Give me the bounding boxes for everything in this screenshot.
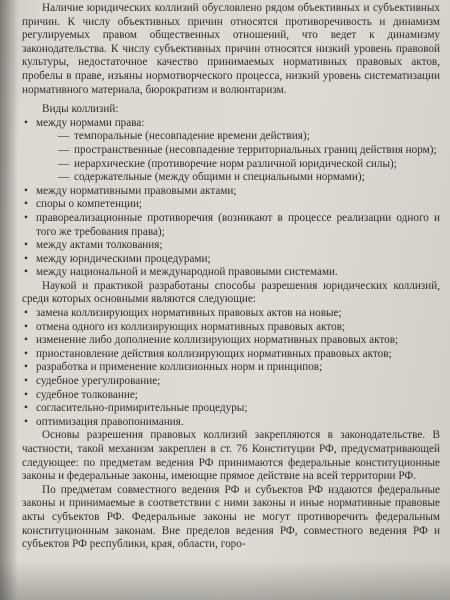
list-item: • разработка и применение коллизионных норм и принципов; — [24, 361, 323, 374]
bullet-icon: • — [24, 402, 28, 415]
bullet-icon: • — [24, 184, 28, 197]
list-item: • замена коллизирующих нормативных правовых актов на новые; — [24, 307, 342, 320]
list-item: • отмена одного из коллизирующих нормативных правовых актов; — [24, 320, 346, 333]
types-heading: Виды коллизий: — [42, 103, 119, 116]
list-item: • правореализационные противоречия (возникают в процессе реализации одного и того же требования права); — [24, 211, 440, 238]
list-item: • приостановление действия коллизирующих нормативных правовых актов; — [24, 347, 392, 360]
list-item: • изменение либо дополнение коллизирующих нормативных правовых актов; — [24, 334, 399, 347]
bullet-icon: • — [24, 239, 28, 252]
sublist-item: — пространственные (несовпадение территориальных границ действия норм); — [58, 143, 437, 156]
bullet-icon: • — [24, 211, 28, 224]
list-item: • между актами толкования; — [24, 239, 163, 252]
paragraph-methods-intro: Наукой и практикой разработаны способы разрешения юридических коллизий, среди которых основными являются следующие: — [22, 279, 440, 306]
list-item: • между юридическими процедурами; — [24, 252, 211, 265]
dash-icon: — — [58, 157, 70, 170]
list-item: • между нормативными правовыми актами; — [24, 184, 237, 197]
list-item: • оптимизация правопонимания. — [24, 415, 184, 428]
list-item: • судебное урегулирование; — [24, 375, 161, 388]
bullet-icon: • — [24, 334, 28, 347]
sublist-item: — содержательные (между общими и специальными нормами); — [58, 171, 365, 184]
dash-icon: — — [58, 171, 70, 184]
bullet-icon: • — [24, 307, 28, 320]
list-item: • споры о компетенции; — [24, 198, 143, 211]
bullet-icon: • — [24, 320, 28, 333]
page-shadow-left — [0, 0, 18, 600]
collision-types-list — [22, 117, 440, 280]
bullet-icon: • — [24, 347, 28, 360]
bullet-icon: • — [24, 361, 28, 374]
dash-icon: — — [58, 143, 70, 156]
list-item: • согласительно-примирительные процедуры; — [24, 402, 248, 415]
page-text — [22, 2, 440, 552]
bullet-icon: • — [24, 116, 28, 129]
bullet-icon: • — [24, 388, 28, 401]
bullet-icon: • — [24, 415, 28, 428]
sublist-item: — темпоральные (несовпадение времени действия); — [58, 130, 310, 143]
page-shadow-bottom — [0, 560, 450, 600]
methods-list — [22, 307, 440, 429]
list-item: • судебное толкование; — [24, 388, 138, 401]
paragraph-joint-jurisdiction: По предметам совместного ведения РФ и субъектов РФ издаются федеральные законы и принимаемые в соответствии с ними законы и иные нормативные правовые акты субъектов РФ. Федеральные законы не могут противоречить федеральным конституционным законам. Вне пределов ведения РФ, совместного ведения РФ и субъектов РФ республики, края, области, горо- — [22, 483, 440, 551]
paragraph-basis: Основы разрешения правовых коллизий закрепляются в законодательстве. В частности, такой механизм закреплен в ст. 76 Конституции РФ, предусматривающей следующее: по предметам ведения РФ принимаются федеральные конституционные законы и федеральные законы, имеющие прямое действие на всей территории РФ. — [22, 429, 440, 483]
list-item: • между национальной и международной правовыми системами. — [24, 266, 338, 279]
sublist — [36, 130, 440, 184]
dash-icon: — — [58, 130, 70, 143]
bullet-icon: • — [24, 266, 28, 279]
paragraph-causes: Наличие юридических коллизий обусловлено рядом объективных и субъективных причин. К числу объективных причин относятся противоречивость и динамизм регулируемых правом общественных отношений, что ведет к динамизму законодательства. К числу субъективных причин относятся низкий уровень правовой культуры, недостаточное качество принимаемых нормативных правовых актов, пробелы в праве, изъяны нормотворческого процесса, низкий уровень систематизации нормативного материала, бюрократизм и волюнтаризм. — [22, 2, 440, 96]
sublist-item: — иерархические (противоречие норм различной юридической силы); — [58, 157, 397, 170]
bullet-icon: • — [24, 252, 28, 265]
bullet-icon: • — [24, 198, 28, 211]
bullet-icon: • — [24, 375, 28, 388]
list-item: • между нормами права: — темпоральные (несовпадение времени действия); — пространственные (несовпадение территориальных границ действия норм); — иерархические (противоречие норм различной юридической силы); — содержательные (между общими и специальными нормами); — [22, 117, 440, 185]
